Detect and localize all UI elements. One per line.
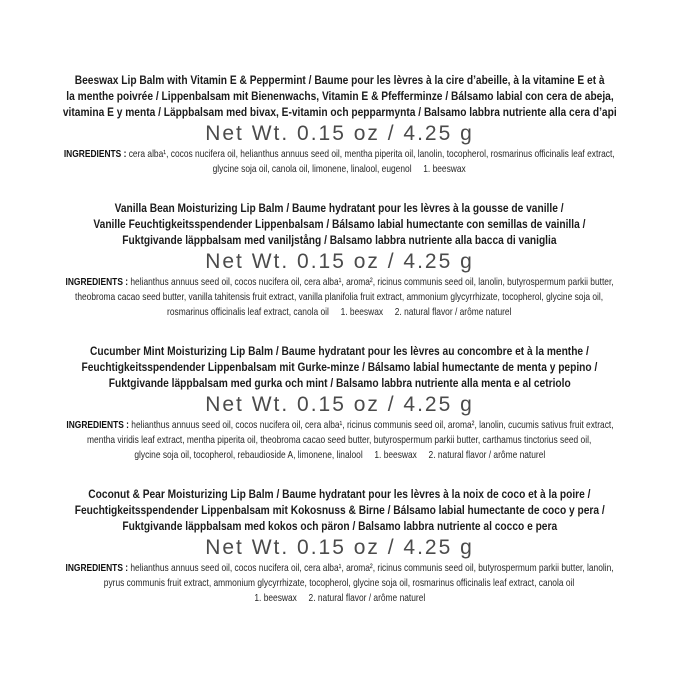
ingredients-line: helianthus annuus seed oil, cocos nucifera oil, cera alba¹, aroma², ricinus communis seed oil, butyrospermum parkii butter, lanolin, (130, 562, 614, 574)
ingredients-line: rosmarinus officinalis leaf extract, canola oil 1. beeswax 2. natural flavor / arôme naturel (167, 306, 512, 318)
product-label-coconut-pear (0, 486, 679, 606)
net-weight: Net Wt. 0.15 oz / 4.25 g (205, 536, 474, 559)
net-weight: Net Wt. 0.15 oz / 4.25 g (205, 122, 474, 145)
product-label-vanilla-bean (0, 200, 679, 320)
ingredients-label: INGREDIENTS : (65, 562, 131, 574)
product-title-line: vitamina E y menta / Läppbalsam med bivax, E-vitamin och pepparmynta / Balsamo labbra nutriente alla cera d’api (62, 105, 617, 119)
product-title-line: Cucumber Mint Moisturizing Lip Balm / Baume hydratant pour les lèvres au concombre et à la menthe / (90, 344, 589, 358)
product-title-line: Feuchtigkeitsspendender Lippenbalsam mit Kokosnuss & Birne / Bálsamo labial humectante de coco y pera / (74, 503, 605, 517)
product-title-line: Fuktgivande läppbalsam med gurka och mint / Balsamo labbra nutriente alla menta e al cetriolo (108, 376, 571, 390)
ingredients-line: theobroma cacao seed butter, vanilla tahitensis fruit extract, vanilla planifolia fruit extract, ammonium glycyrrhizate, tocopherol, glycine soja oil, (75, 291, 604, 303)
product-title-line: Fuktgivande läppbalsam med kokos och päron / Balsamo labbra nutriente al cocco e pera (122, 519, 557, 533)
ingredients-label: INGREDIENTS : (65, 419, 131, 431)
product-title-line: Vanilla Bean Moisturizing Lip Balm / Baume hydratant pour les lèvres à la gousse de vanille / (115, 201, 564, 215)
ingredients-line: pyrus communis fruit extract, ammonium glycyrrhizate, tocopherol, glycine soja oil, rosmarinus officinalis leaf extract, canola oil (104, 577, 575, 589)
product-title-line: la menthe poivrée / Lippenbalsam mit Bienenwachs, Vitamin E & Pfefferminze / Bálsamo labial con cera de abeja, (65, 89, 614, 103)
ingredients-line: helianthus annuus seed oil, cocos nucifera oil, cera alba¹, ricinus communis seed oil, aroma², lanolin, cucumis sativus fruit extract, (130, 419, 614, 431)
product-title-line: Feuchtigkeitsspendender Lippenbalsam mit Gurke-minze / Bálsamo labial humectante de menta y pepino / (81, 360, 598, 374)
ingredients-line: 1. beeswax 2. natural flavor / arôme naturel (254, 592, 425, 604)
net-weight: Net Wt. 0.15 oz / 4.25 g (205, 393, 474, 416)
ingredients-line: cera alba¹, cocos nucifera oil, helianthus annuus seed oil, mentha piperita oil, lanolin, tocopherol, rosmarinus officinalis leaf extract, (128, 148, 615, 160)
ingredients-label: INGREDIENTS : (64, 148, 129, 160)
ingredients-label: INGREDIENTS : (65, 276, 131, 288)
ingredients-line: glycine soja oil, canola oil, limonene, linalool, eugenol 1. beeswax (212, 163, 467, 175)
product-label-cucumber-mint (0, 343, 679, 463)
product-title-line: Beeswax Lip Balm with Vitamin E & Peppermint / Baume pour les lèvres à la cire d’abeille, à la vitamine E et à (74, 73, 605, 87)
ingredients-line: mentha viridis leaf extract, mentha piperita oil, theobroma cacao seed butter, butyrospermum parkii butter, carthamus tinctorius seed oil, (87, 434, 592, 446)
product-title-line: Vanille Feuchtigkeitsspendender Lippenbalsam / Bálsamo labial humectante con semillas de vainilla / (93, 217, 586, 231)
product-label-beeswax-peppermint (0, 72, 679, 177)
ingredients-line: helianthus annuus seed oil, cocos nucifera oil, cera alba¹, aroma², ricinus communis seed oil, lanolin, butyrospermum parkii butter, (130, 276, 614, 288)
product-title-line: Fuktgivande läppbalsam med vaniljstång / Balsamo labbra nutriente alla bacca di vaniglia (122, 233, 557, 247)
net-weight: Net Wt. 0.15 oz / 4.25 g (205, 250, 474, 273)
product-title-line: Coconut & Pear Moisturizing Lip Balm / Baume hydratant pour les lèvres à la noix de coco et à la poire / (88, 487, 591, 501)
ingredients-line: glycine soja oil, tocopherol, rebaudioside A, limonene, linalool 1. beeswax 2. natural flavor / arôme naturel (134, 449, 545, 461)
